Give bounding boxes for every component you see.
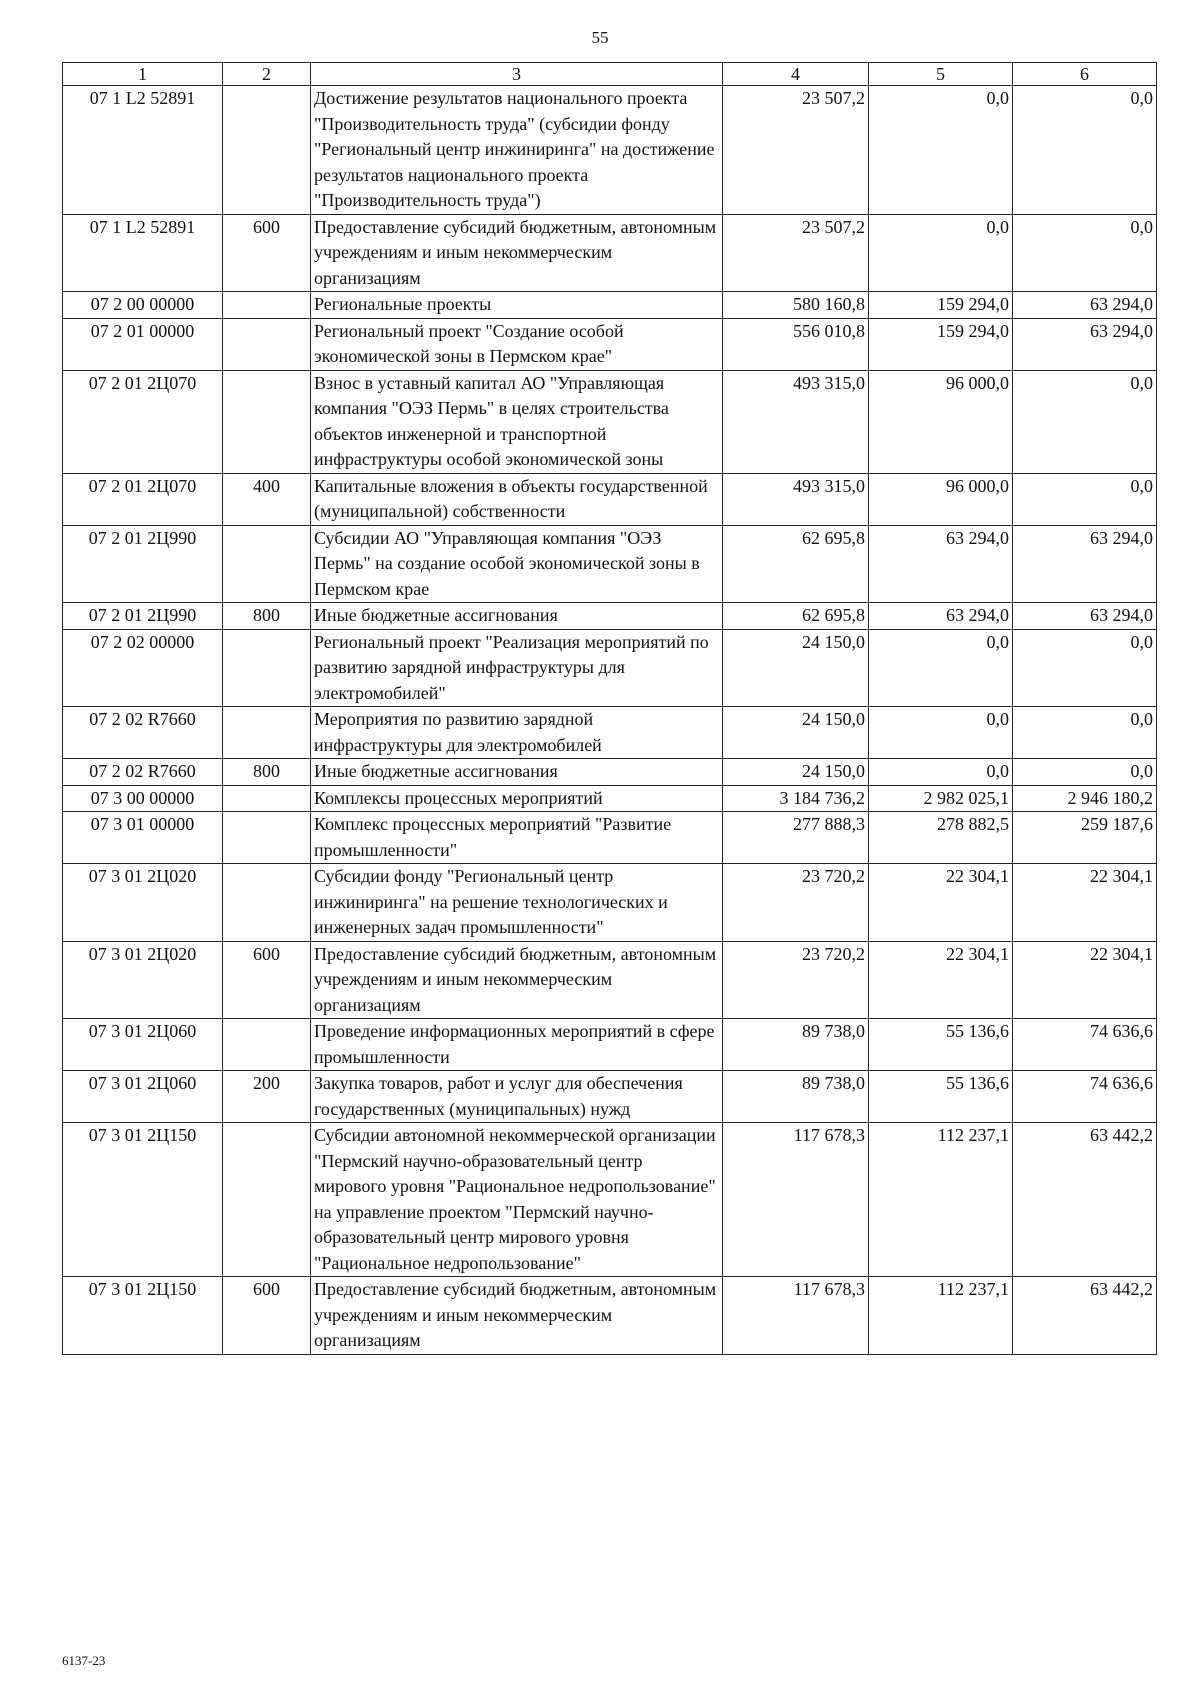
row-value-col5-cell: 55 136,6 [869, 1019, 1013, 1071]
row-expense-type-cell [223, 370, 311, 473]
row-value-col5-cell: 0,0 [869, 86, 1013, 215]
row-value-col4-cell: 62 695,8 [723, 525, 869, 603]
row-expense-type-cell [223, 292, 311, 319]
row-value-col5-cell: 112 237,1 [869, 1277, 1013, 1355]
column-header-6: 6 [1013, 63, 1157, 86]
row-expense-type-cell [223, 629, 311, 707]
column-header-4: 4 [723, 63, 869, 86]
row-name-cell: Предоставление субсидий бюджетным, автономным учреждениям и иным некоммерческим организациям [311, 214, 723, 292]
table-row [63, 785, 1157, 812]
row-value-col6-cell: 2 946 180,2 [1013, 785, 1157, 812]
row-name-cell: Иные бюджетные ассигнования [311, 759, 723, 786]
budget-table [62, 62, 1157, 1355]
row-value-col5-cell: 112 237,1 [869, 1123, 1013, 1277]
row-value-col4-cell: 23 720,2 [723, 941, 869, 1019]
row-expense-type-cell: 600 [223, 214, 311, 292]
row-expense-type-cell [223, 707, 311, 759]
row-value-col6-cell: 63 294,0 [1013, 525, 1157, 603]
column-header-3: 3 [311, 63, 723, 86]
row-expense-type-cell [223, 864, 311, 942]
row-value-col4-cell: 24 150,0 [723, 629, 869, 707]
row-value-col4-cell: 24 150,0 [723, 707, 869, 759]
row-value-col5-cell: 159 294,0 [869, 292, 1013, 319]
table-row [63, 941, 1157, 1019]
row-value-col5-cell: 55 136,6 [869, 1071, 1013, 1123]
row-value-col6-cell: 0,0 [1013, 86, 1157, 215]
row-code-cell: 07 3 00 00000 [63, 785, 223, 812]
row-value-col5-cell: 96 000,0 [869, 370, 1013, 473]
row-code-cell: 07 3 01 2Ц060 [63, 1071, 223, 1123]
row-value-col6-cell: 0,0 [1013, 214, 1157, 292]
row-value-col5-cell: 0,0 [869, 759, 1013, 786]
table-row [63, 864, 1157, 942]
row-value-col6-cell: 63 442,2 [1013, 1123, 1157, 1277]
row-code-cell: 07 2 00 00000 [63, 292, 223, 319]
row-value-col4-cell: 89 738,0 [723, 1019, 869, 1071]
row-value-col5-cell: 2 982 025,1 [869, 785, 1013, 812]
row-code-cell: 07 3 01 2Ц020 [63, 864, 223, 942]
row-expense-type-cell [223, 812, 311, 864]
table-row [63, 629, 1157, 707]
row-name-cell: Иные бюджетные ассигнования [311, 603, 723, 630]
row-name-cell: Региональные проекты [311, 292, 723, 319]
column-header-5: 5 [869, 63, 1013, 86]
row-code-cell: 07 3 01 2Ц060 [63, 1019, 223, 1071]
row-value-col5-cell: 159 294,0 [869, 318, 1013, 370]
row-value-col4-cell: 493 315,0 [723, 370, 869, 473]
row-value-col6-cell: 22 304,1 [1013, 941, 1157, 1019]
row-name-cell: Субсидии автономной некоммерческой организации "Пермский научно-образовательный центр мирового уровня "Рациональное недропользование" на управление проектом "Пермский научно-образовательный центр мирового уровня "Рациональное недропользование" [311, 1123, 723, 1277]
row-code-cell: 07 1 L2 52891 [63, 214, 223, 292]
row-expense-type-cell: 800 [223, 603, 311, 630]
row-code-cell: 07 2 02 R7660 [63, 759, 223, 786]
row-code-cell: 07 2 01 00000 [63, 318, 223, 370]
table-row [63, 318, 1157, 370]
row-expense-type-cell: 800 [223, 759, 311, 786]
row-value-col4-cell: 23 507,2 [723, 86, 869, 215]
table-row [63, 1019, 1157, 1071]
row-code-cell: 07 3 01 2Ц150 [63, 1277, 223, 1355]
row-code-cell: 07 2 01 2Ц990 [63, 525, 223, 603]
table-row [63, 812, 1157, 864]
row-value-col4-cell: 277 888,3 [723, 812, 869, 864]
row-value-col4-cell: 3 184 736,2 [723, 785, 869, 812]
table-row [63, 473, 1157, 525]
row-value-col6-cell: 74 636,6 [1013, 1071, 1157, 1123]
row-value-col4-cell: 24 150,0 [723, 759, 869, 786]
footer-document-code: 6137-23 [62, 1653, 106, 1668]
table-row [63, 759, 1157, 786]
row-value-col6-cell: 63 294,0 [1013, 292, 1157, 319]
row-value-col6-cell: 0,0 [1013, 629, 1157, 707]
row-name-cell: Предоставление субсидий бюджетным, автономным учреждениям и иным некоммерческим организациям [311, 941, 723, 1019]
row-value-col6-cell: 63 294,0 [1013, 318, 1157, 370]
table-row [63, 525, 1157, 603]
row-code-cell: 07 3 01 00000 [63, 812, 223, 864]
row-name-cell: Комплексы процессных мероприятий [311, 785, 723, 812]
table-row [63, 214, 1157, 292]
row-value-col6-cell: 63 294,0 [1013, 603, 1157, 630]
row-value-col5-cell: 22 304,1 [869, 941, 1013, 1019]
row-value-col5-cell: 63 294,0 [869, 525, 1013, 603]
row-name-cell: Взнос в уставный капитал АО "Управляющая компания "ОЭЗ Пермь" в целях строительства объектов инженерной и транспортной инфраструктуры особой экономической зоны [311, 370, 723, 473]
table-row [63, 603, 1157, 630]
row-value-col4-cell: 62 695,8 [723, 603, 869, 630]
row-name-cell: Комплекс процессных мероприятий "Развитие промышленности" [311, 812, 723, 864]
row-code-cell: 07 2 02 R7660 [63, 707, 223, 759]
table-header-row [63, 63, 1157, 86]
row-expense-type-cell: 600 [223, 1277, 311, 1355]
row-name-cell: Достижение результатов национального проекта "Производительность труда" (субсидии фонду "Региональный центр инжиниринга" на достижение результатов национального проекта "Производительность труда") [311, 86, 723, 215]
table-row [63, 292, 1157, 319]
row-value-col6-cell: 0,0 [1013, 370, 1157, 473]
row-expense-type-cell [223, 525, 311, 603]
row-name-cell: Субсидии фонду "Региональный центр инжиниринга" на решение технологических и инженерных задач промышленности" [311, 864, 723, 942]
row-value-col6-cell: 259 187,6 [1013, 812, 1157, 864]
row-name-cell: Региональный проект "Создание особой экономической зоны в Пермском крае" [311, 318, 723, 370]
row-name-cell: Мероприятия по развитию зарядной инфраструктуры для электромобилей [311, 707, 723, 759]
row-value-col6-cell: 74 636,6 [1013, 1019, 1157, 1071]
row-value-col5-cell: 0,0 [869, 214, 1013, 292]
row-code-cell: 07 1 L2 52891 [63, 86, 223, 215]
row-value-col4-cell: 117 678,3 [723, 1277, 869, 1355]
row-value-col5-cell: 96 000,0 [869, 473, 1013, 525]
row-name-cell: Закупка товаров, работ и услуг для обеспечения государственных (муниципальных) нужд [311, 1071, 723, 1123]
row-value-col5-cell: 0,0 [869, 707, 1013, 759]
row-expense-type-cell [223, 785, 311, 812]
table-row [63, 370, 1157, 473]
row-code-cell: 07 3 01 2Ц020 [63, 941, 223, 1019]
row-value-col5-cell: 278 882,5 [869, 812, 1013, 864]
row-value-col6-cell: 0,0 [1013, 759, 1157, 786]
row-value-col4-cell: 493 315,0 [723, 473, 869, 525]
row-value-col5-cell: 0,0 [869, 629, 1013, 707]
row-name-cell: Проведение информационных мероприятий в сфере промышленности [311, 1019, 723, 1071]
row-value-col6-cell: 0,0 [1013, 473, 1157, 525]
row-expense-type-cell [223, 1019, 311, 1071]
row-value-col4-cell: 117 678,3 [723, 1123, 869, 1277]
row-expense-type-cell: 600 [223, 941, 311, 1019]
table-row [63, 1277, 1157, 1355]
row-value-col4-cell: 556 010,8 [723, 318, 869, 370]
table-body [63, 86, 1157, 1355]
row-expense-type-cell [223, 86, 311, 215]
column-header-2: 2 [223, 63, 311, 86]
row-name-cell: Капитальные вложения в объекты государственной (муниципальной) собственности [311, 473, 723, 525]
column-header-1: 1 [63, 63, 223, 86]
row-value-col6-cell: 63 442,2 [1013, 1277, 1157, 1355]
row-value-col4-cell: 89 738,0 [723, 1071, 869, 1123]
row-value-col4-cell: 580 160,8 [723, 292, 869, 319]
row-code-cell: 07 2 01 2Ц990 [63, 603, 223, 630]
row-name-cell: Региональный проект "Реализация мероприятий по развитию зарядной инфраструктуры для электромобилей" [311, 629, 723, 707]
row-value-col6-cell: 22 304,1 [1013, 864, 1157, 942]
row-code-cell: 07 2 02 00000 [63, 629, 223, 707]
row-value-col4-cell: 23 720,2 [723, 864, 869, 942]
table-row [63, 1123, 1157, 1277]
row-expense-type-cell [223, 1123, 311, 1277]
row-expense-type-cell [223, 318, 311, 370]
row-name-cell: Предоставление субсидий бюджетным, автономным учреждениям и иным некоммерческим организациям [311, 1277, 723, 1355]
row-expense-type-cell: 200 [223, 1071, 311, 1123]
page-number: 55 [591, 28, 609, 47]
row-value-col6-cell: 0,0 [1013, 707, 1157, 759]
row-expense-type-cell: 400 [223, 473, 311, 525]
table-row [63, 1071, 1157, 1123]
row-name-cell: Субсидии АО "Управляющая компания "ОЭЗ Пермь" на создание особой экономической зоны в Пермском крае [311, 525, 723, 603]
row-value-col4-cell: 23 507,2 [723, 214, 869, 292]
table-row [63, 707, 1157, 759]
row-code-cell: 07 2 01 2Ц070 [63, 473, 223, 525]
row-value-col5-cell: 22 304,1 [869, 864, 1013, 942]
table-row [63, 86, 1157, 215]
row-code-cell: 07 2 01 2Ц070 [63, 370, 223, 473]
row-code-cell: 07 3 01 2Ц150 [63, 1123, 223, 1277]
row-value-col5-cell: 63 294,0 [869, 603, 1013, 630]
